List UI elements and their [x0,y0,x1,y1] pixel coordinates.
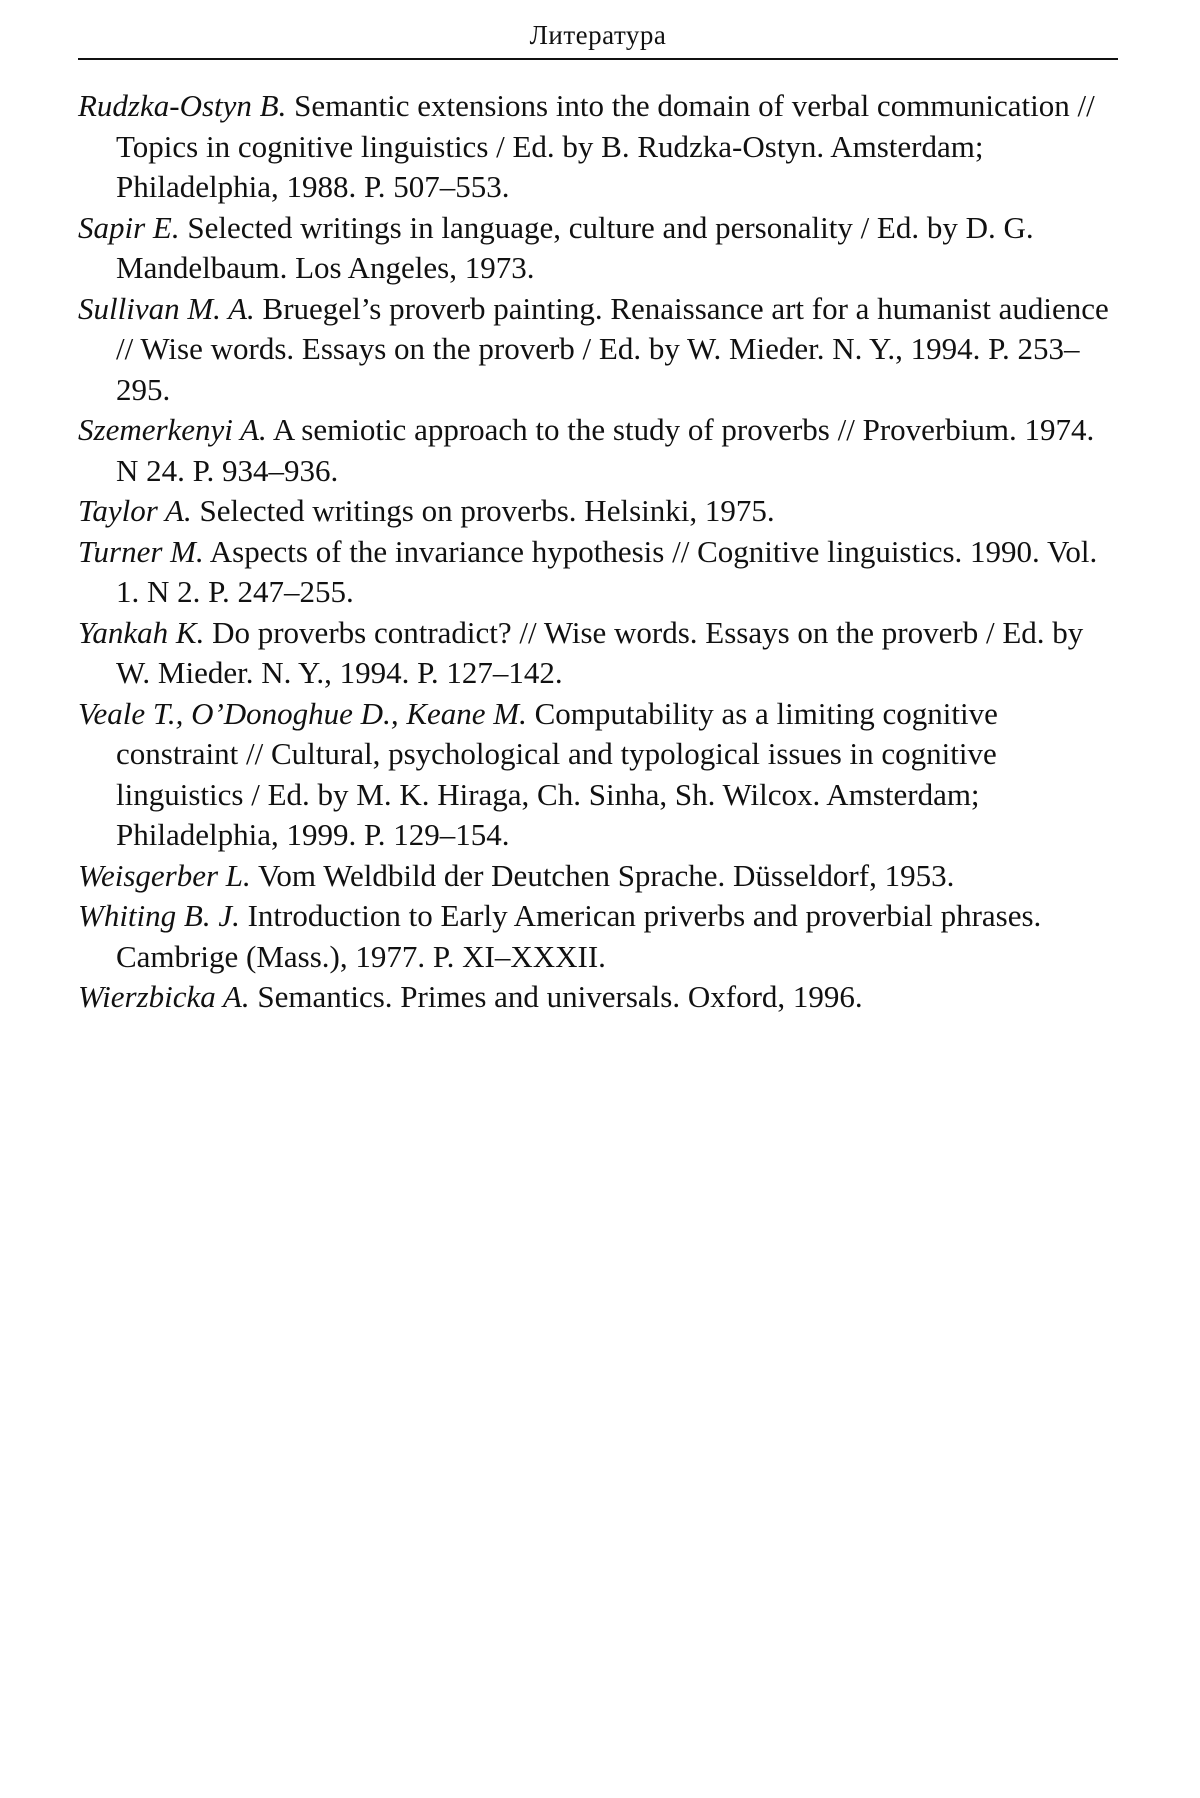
reference-entry [78,532,1118,613]
reference-author: Taylor A. [78,493,192,528]
reference-text: Introduction to Early American priverbs and proverbial phrases. Cambrige (Mass.), 1977. P. XI–XXXII. [116,898,1042,974]
reference-author: Veale T., O’Donoghue D., Keane M. [78,695,527,731]
reference-text: Semantic extensions into the domain of verbal communication // Topics in cognitive linguistics / Ed. by B. Rudzka-Ostyn. Amsterdam; Philadelphia, 1988. P. 507–553. [116,88,1095,204]
reference-author: Szemerkenyi A. [78,412,267,447]
reference-author: Weisgerber L. [78,857,251,893]
document-page [78,18,1118,1018]
reference-text: A semiotic approach to the study of proverbs // Proverbium. 1974. N 24. P. 934–936. [116,412,1095,488]
reference-author: Yankah K. [78,614,205,650]
reference-text: Semantics. Primes and universals. Oxford, 1996. [257,979,863,1014]
reference-entry [78,896,1118,977]
reference-author: Sullivan M. A. [78,290,255,326]
reference-text: Selected writings on proverbs. Helsinki, 1975. [199,493,775,528]
reference-text: Computability as a limiting cognitive constraint // Cultural, psychological and typological issues in cognitive linguistics / Ed. by M. K. Hiraga, Ch. Sinha, Sh. Wilcox. Amsterdam; Philadelphia, 1999. P. 129–154. [116,695,998,852]
reference-author: Whiting B. J. [78,898,240,933]
reference-entry [78,491,1118,532]
reference-author: Rudzka-Ostyn B. [78,88,287,123]
running-head: Литература [529,20,667,50]
reference-text: Aspects of the invariance hypothesis // Cognitive linguistics. 1990. Vol. 1. N 2. P. 247–255. [116,533,1098,609]
reference-author: Turner M. [78,533,204,569]
reference-entry [78,977,1118,1018]
reference-entry [78,410,1118,491]
reference-entry [78,694,1118,856]
reference-entry [78,208,1118,289]
reference-entry [78,613,1118,694]
reference-list [78,86,1118,1018]
reference-text: Do proverbs contradict? // Wise words. Essays on the proverb / Ed. by W. Mieder. N. Y., 1994. P. 127–142. [116,614,1084,690]
reference-entry [78,86,1118,208]
reference-entry [78,289,1118,411]
reference-text: Bruegel’s proverb painting. Renaissance art for a humanist audience // Wise words. Essays on the proverb / Ed. by W. Mieder. N. Y., 1994. P. 253–295. [116,290,1109,407]
reference-author: Sapir E. [78,209,180,245]
header-rule [78,58,1118,60]
reference-text: Selected writings in language, culture and personality / Ed. by D. G. Mandelbaum. Los Angeles, 1973. [116,209,1034,285]
reference-text: Vom Weldbild der Deutchen Sprache. Düsseldorf, 1953. [258,857,955,893]
reference-author: Wierzbicka A. [78,979,250,1014]
reference-entry [78,856,1118,897]
